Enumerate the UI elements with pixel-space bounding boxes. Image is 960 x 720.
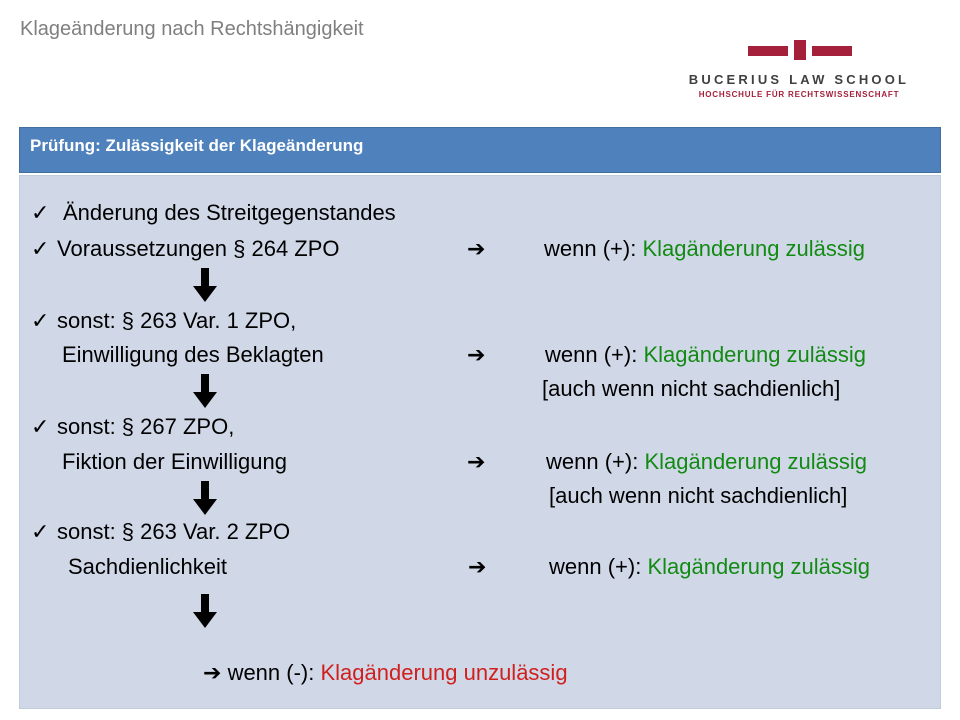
step-3-note: [auch wenn nicht sachdienlich] [542,376,841,401]
result-positive: Klagänderung zulässig [644,449,868,474]
step-2 [31,236,340,262]
slide-title: Klageänderung nach Rechtshängigkeit [20,18,364,40]
arrow-right-icon: ➔ [467,449,486,474]
step-5-text: sonst: § 263 Var. 2 ZPO [57,519,291,544]
result-prefix: wenn (+): [549,554,648,579]
logo-subtitle: HOCHSCHULE FÜR RECHTSWISSENSCHAFT [698,90,900,99]
arrow-down-icon [193,481,217,515]
arrow-right-icon: ➔ [467,236,486,261]
step-1-text: Änderung des Streitgegenstandes [63,200,396,225]
step-5 [31,519,290,545]
step-4-text: sonst: § 267 ZPO, [57,414,235,439]
result-prefix: wenn (+): [545,342,644,367]
check-icon: ✓ [31,200,50,225]
arrow-right-icon: ➔ [203,660,222,685]
result-positive: Klagänderung zulässig [642,236,866,261]
logo-name: BUCERIUS LAW SCHOOL [688,72,910,87]
final-result [203,660,568,686]
header-title: Prüfung: Zulässigkeit der Klageänderung [30,136,364,155]
step-3-subtext: Einwilligung des Beklagten [62,342,324,367]
step-4-subtext: Fiktion der Einwilligung [62,449,287,474]
step-2-text: Voraussetzungen § 264 ZPO [57,236,340,261]
step-1 [31,200,396,226]
step-5-result [549,554,870,580]
step-4-note: [auch wenn nicht sachdienlich] [549,483,848,508]
result-positive: Klagänderung zulässig [647,554,871,579]
step-5-subtext: Sachdienlichkeit [68,554,227,579]
arrow-down-icon [193,594,217,628]
step-3-text: sonst: § 263 Var. 1 ZPO, [57,308,297,333]
header-bar [19,127,941,173]
result-negative: Klagänderung unzulässig [320,660,568,685]
arrow-right-icon: ➔ [467,342,486,367]
bucerius-logo [668,36,930,106]
check-icon: ✓ [31,414,50,439]
result-positive: Klagänderung zulässig [643,342,867,367]
check-icon: ✓ [31,519,50,544]
arrow-down-icon [193,268,217,302]
step-4-result [546,449,867,475]
step-2-result [544,236,865,262]
logo-bars-icon [748,40,852,60]
final-prefix: wenn (-): [227,660,321,685]
check-icon: ✓ [31,308,50,333]
arrow-right-icon: ➔ [468,554,487,579]
step-3-result [545,342,866,368]
check-icon: ✓ [31,236,50,261]
step-3 [31,308,296,334]
step-4 [31,414,234,440]
result-prefix: wenn (+): [544,236,643,261]
arrow-down-icon [193,374,217,408]
result-prefix: wenn (+): [546,449,645,474]
